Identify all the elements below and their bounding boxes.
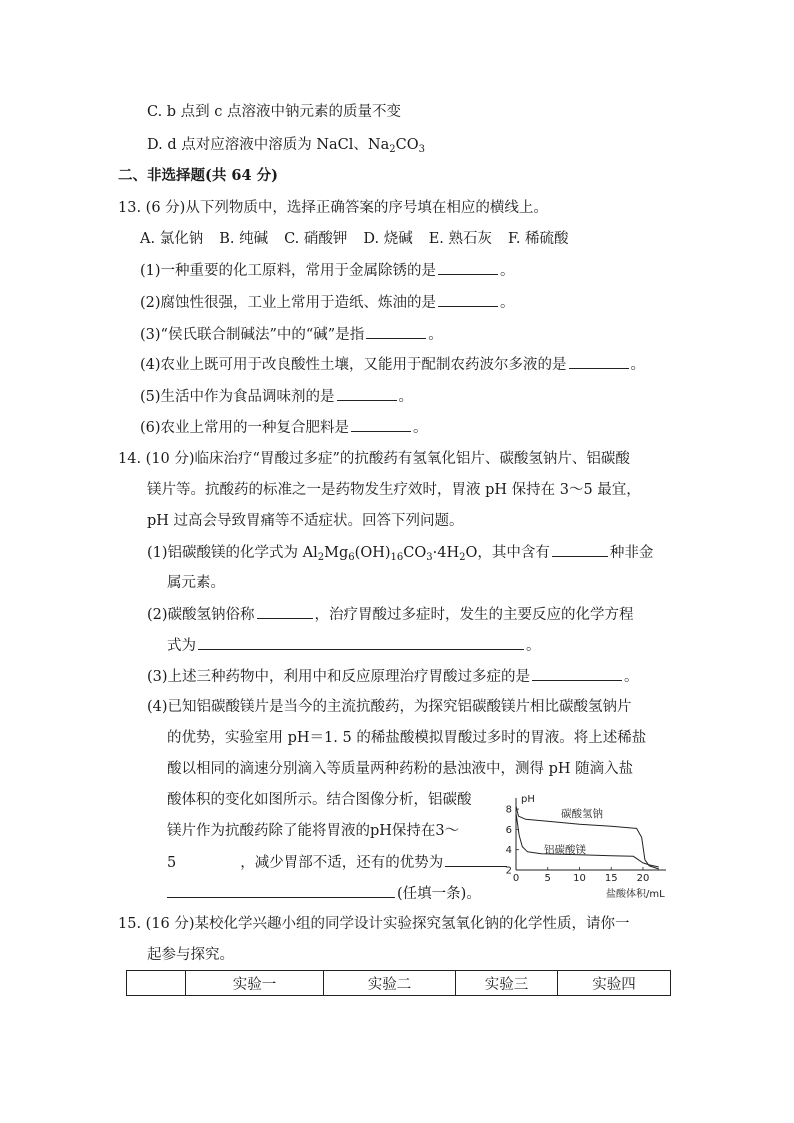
ph-chart [500, 790, 686, 902]
series-line-hydrotalcite [516, 813, 659, 867]
x-tick-label: 15 [604, 873, 618, 884]
q14-part4-line: (4)已知铝碳酸镁片是当今的主流抗酸药，为探究铝碳酸镁片相比碳酸氢钠片 [147, 699, 632, 715]
q13-option: B. 纯碱 [219, 231, 269, 247]
experiment-table [126, 970, 671, 996]
q14-part3: (3)上述三种药物中，利用中和反应原理治疗胃酸过多症的是 。 [147, 666, 639, 687]
table-header-cell [127, 971, 186, 996]
q13-item: (4)农业上既可用于改良酸性土壤，又能用于配制农药波尔多液的是 。 [140, 354, 645, 375]
q14-stem-line: pH 过高会导致胃痛等不适症状。回答下列问题。 [147, 513, 464, 529]
series-label-sodium-bicarbonate: 碳酸氢钠 [561, 808, 603, 820]
y-axis-label: pH [521, 794, 535, 805]
answer-blank[interactable] [569, 354, 629, 369]
y-tick-label: 2 [505, 865, 512, 877]
option-d: D. d 点对应溶液中溶质为 NaCl、$Na_2CO_3$ [147, 137, 425, 155]
table-header-cell: 实验四 [558, 971, 671, 996]
q13-option: D. 烧碱 [363, 231, 413, 247]
answer-blank[interactable] [337, 386, 397, 401]
x-tick-label: 20 [636, 873, 650, 884]
q15-stem-line: 起参与探究。 [147, 947, 234, 963]
q13-item: (1)一种重要的化工原料，常用于金属除锈的是 。 [140, 260, 515, 281]
q14-part4-line: (任填一条)。 [165, 883, 481, 904]
q14-part2-cont: 式为 。 [167, 635, 541, 656]
answer-blank[interactable] [351, 417, 411, 432]
q14-part1-cont: 属元素。 [167, 575, 225, 591]
q14-part4-line: 的优势，实验室用 pH＝1. 5 的稀盐酸模拟胃酸过多时的胃液。将上述稀盐 [167, 730, 647, 746]
q13-stem: 13. (6 分)从下列物质中，选择正确答案的序号填在相应的横线上。 [118, 200, 548, 216]
q14-stem-line: 14. (10 分)临床治疗“胃酸过多症”的抗酸药有氢氧化铝片、碳酸氢钠片、铝碳酸 [118, 451, 630, 467]
q13-item: (5)生活中作为食品调味剂的是 。 [140, 386, 413, 407]
answer-blank[interactable] [366, 324, 426, 339]
table-header-cell: 实验三 [456, 971, 558, 996]
y-tick-label: 8 [505, 804, 512, 816]
answer-blank[interactable] [198, 635, 524, 650]
section-heading: 二、非选择题(共 64 分) [118, 167, 278, 184]
series-label-hydrotalcite: 铝碳酸镁 [544, 844, 586, 856]
table-header-row [127, 971, 671, 996]
q14-part4-line: 镁片作为抗酸药除了能将胃液的pH保持在3～ [167, 823, 460, 839]
q13-option: A. 氯化钠 [140, 231, 204, 247]
y-tick-label: 4 [505, 845, 512, 857]
answer-blank[interactable] [438, 292, 498, 307]
answer-blank[interactable] [552, 542, 608, 557]
q13-options [140, 229, 585, 249]
q14-part1: (1)铝碳酸镁的化学式为 $Al_2Mg_6(OH)_{16}CO_3\cdot 4H_2O$，其中含有 种非金 [147, 542, 653, 563]
q13-option: F. 稀硫酸 [508, 231, 569, 247]
x-axis-label: 盐酸体积/mL [606, 889, 665, 900]
q13-item: (2)腐蚀性很强，工业上常用于造纸、炼油的是 。 [140, 292, 515, 313]
x-tick-label: 10 [573, 873, 586, 884]
answer-blank[interactable] [532, 666, 622, 681]
q13-item: (3)“侯氏联合制碱法”中的“碱”是指 。 [140, 324, 443, 345]
q14-part4-line: 5 ，减少胃部不适，还有的优势为 [167, 852, 509, 873]
q13-item: (6)农业上常用的一种复合肥料是 。 [140, 417, 428, 438]
answer-blank[interactable] [167, 883, 395, 898]
answer-blank[interactable] [257, 604, 313, 619]
option-c: C. b 点到 c 点溶液中钠元素的质量不变 [147, 104, 402, 120]
x-tick-label: 5 [544, 873, 551, 884]
q13-option: E. 熟石灰 [428, 231, 493, 247]
answer-blank[interactable] [445, 852, 507, 867]
y-tick-label: 6 [505, 824, 512, 836]
q15-stem-line: 15. (16 分)某校化学兴趣小组的同学设计实验探究氢氧化钠的化学性质，请你一 [118, 916, 630, 932]
table-header-cell: 实验一 [186, 971, 324, 996]
q14-part4-line: 酸体积的变化如图所示。结合图像分析，铝碳酸 [167, 792, 472, 808]
q14-stem-line: 镁片等。抗酸药的标准之一是药物发生疗效时，胃液 pH 保持在 3～5 最宜， [147, 482, 641, 498]
q14-part2: (2)碳酸氢钠俗称 ，治疗胃酸过多症时，发生的主要反应的化学方程 [147, 604, 634, 625]
answer-blank[interactable] [438, 260, 498, 275]
q13-option: C. 硝酸钾 [284, 231, 348, 247]
q14-part4-line: 酸以相同的滴速分别滴入等质量两种药粉的悬浊液中，测得 pH 随滴入盐 [167, 761, 634, 777]
x-tick-label: 0 [512, 873, 520, 884]
table-header-cell: 实验二 [324, 971, 456, 996]
